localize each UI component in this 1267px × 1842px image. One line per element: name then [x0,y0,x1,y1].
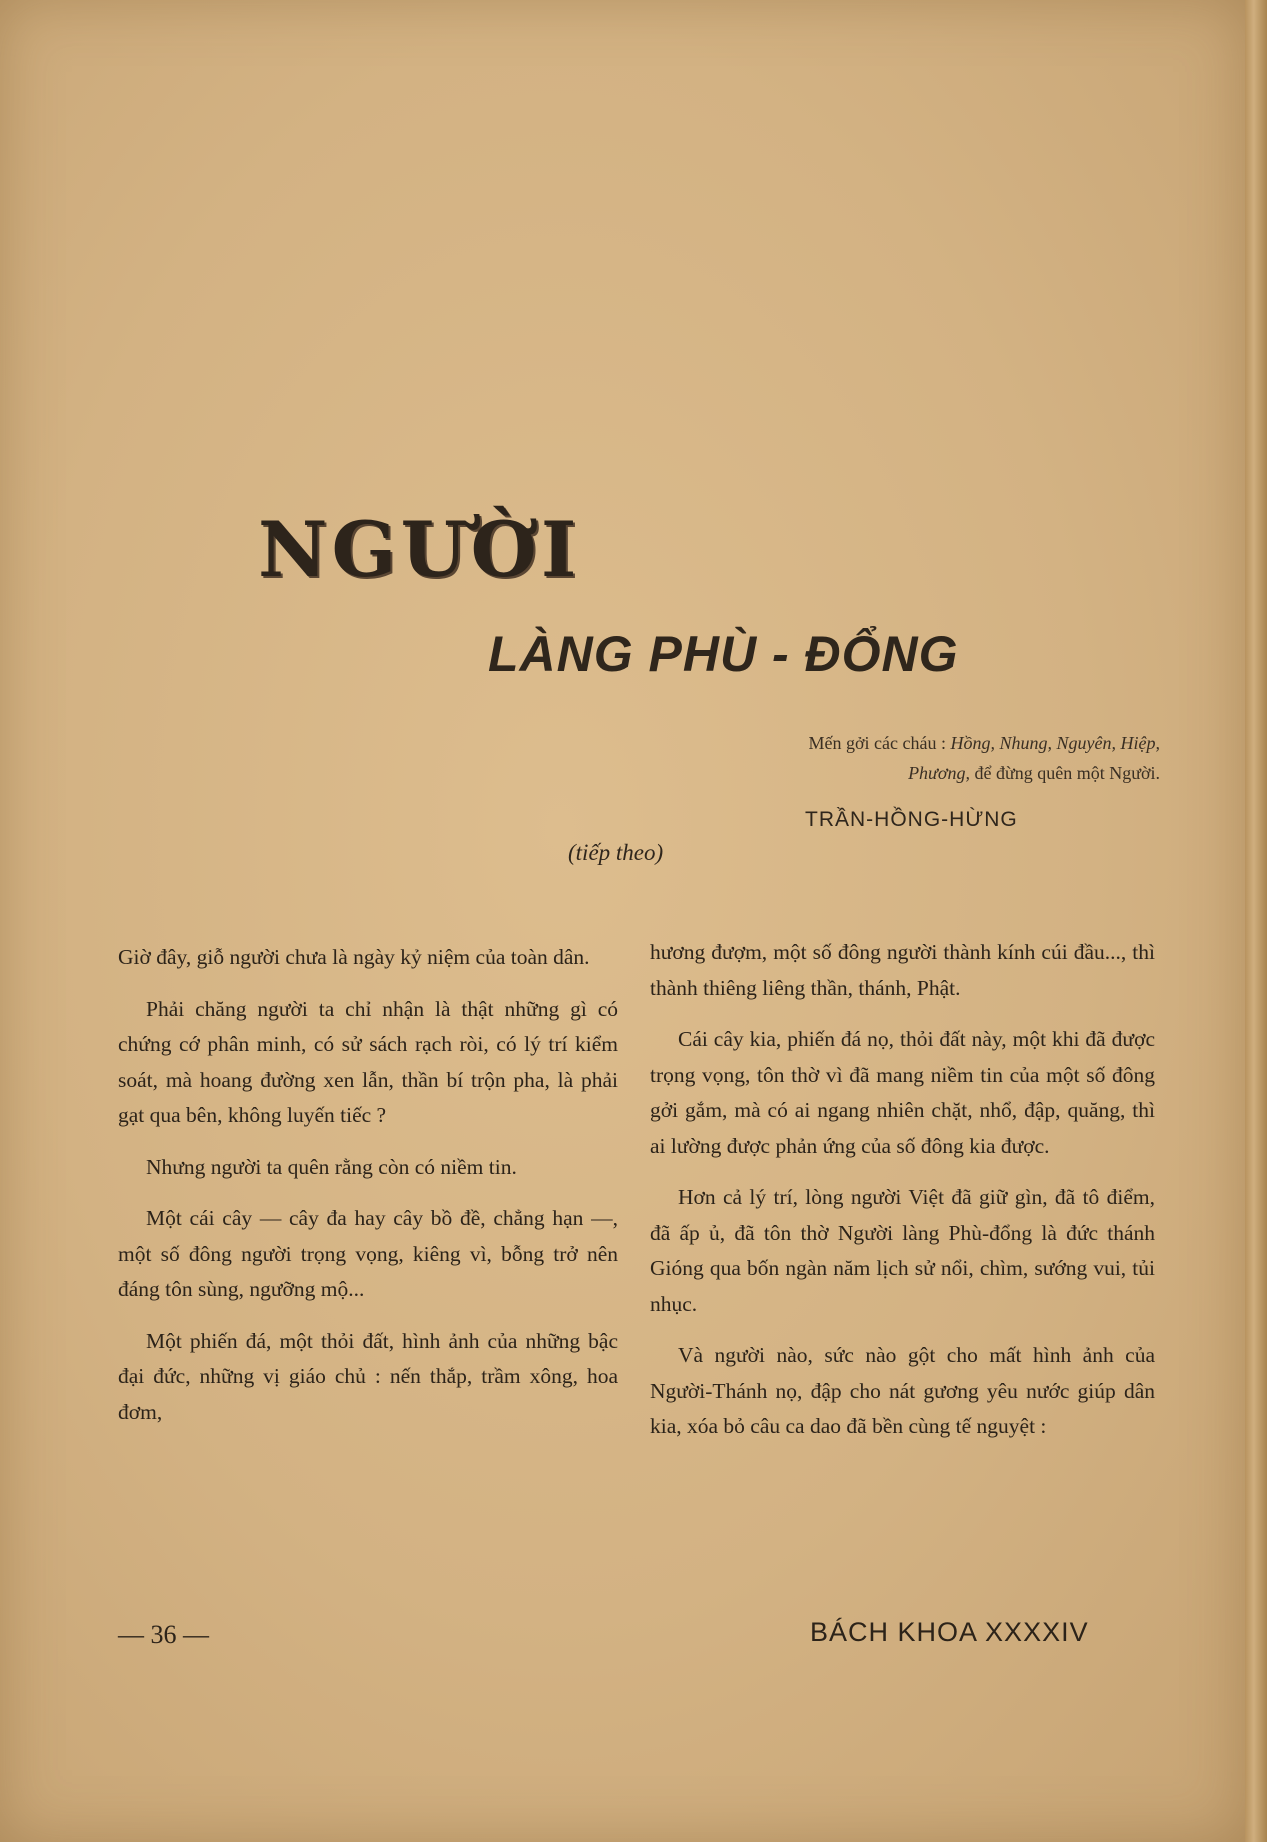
dedication [600,728,1160,788]
paragraph: Hơn cả lý trí, lòng người Việt đã giữ gìn, đã tô điểm, đã ấp ủ, đã tôn thờ Người làng Phù-đổng là đức thánh Gióng qua bốn ngàn năm lịch sử nổi, chìm, sướng vui, tủi nhục. [650,1185,1155,1316]
publication-name: BÁCH KHOA XXXXIV [810,1617,1089,1647]
paragraph: Một cái cây — cây đa hay cây bồ đề, chẳng hạn —, một số đông người trọng vọng, kiêng vì, bỗng trở nên đáng tôn sùng, ngưỡng mộ... [118,1206,618,1301]
continued-note: (tiếp theo) [568,840,664,865]
dedication-line-1 [600,728,1160,758]
dedication-line-2 [600,758,1160,788]
page-edge [1245,0,1267,1842]
page-number: — 36 — [118,1620,209,1649]
article-subtitle: LÀNG PHÙ - ĐỔNG [488,626,959,682]
dedication-suffix: để đừng quên một Người. [969,763,1160,783]
dedication-names: Hồng, Nhung, Nguyên, Hiệp, [950,733,1160,753]
paragraph: Và người nào, sức nào gột cho mất hình ảnh của Người-Thánh nọ, đập cho nát gương yêu nước giúp dân kia, xóa bỏ câu ca dao đã bền cùng tế nguyệt : [650,1343,1155,1438]
paragraph: Cái cây kia, phiến đá nọ, thỏi đất này, một khi đã được trọng vọng, tôn thờ vì đã mang niềm tin của một số đông gởi gắm, mà có ai ngang nhiên chặt, nhổ, đập, quăng, thì ai lường được phản ứng của số đông kia được. [650,1027,1155,1158]
paragraph: Giờ đây, giỗ người chưa là ngày kỷ niệm của toàn dân. [118,945,590,969]
paragraph: hương đượm, một số đông người thành kính cúi đầu..., thì thành thiêng liêng thần, thánh, Phật. [650,940,1155,1000]
dedication-prefix: Mến gởi các cháu : [808,733,951,753]
paragraph: Phải chăng người ta chỉ nhận là thật những gì có chứng cớ phân minh, có sử sách rạch ròi, có lý trí kiểm soát, mà hoang đường xen lẫn, thần bí trộn pha, là phải gạt qua bên, không luyến tiếc ? [118,996,618,1127]
author-name: TRẦN-HỒNG-HỪNG [805,808,1018,831]
paragraph: Một phiến đá, một thỏi đất, hình ảnh của những bậc đại đức, những vị giáo chủ : nến thắp, trầm xông, hoa đơm, [118,1328,618,1424]
left-column [118,940,618,1446]
right-column [650,935,1155,1461]
paragraph: Nhưng người ta quên rằng còn có niềm tin. [146,1154,517,1179]
article-title: NGƯỜI [258,505,581,594]
dedication-names-2: Phương, [908,763,970,783]
